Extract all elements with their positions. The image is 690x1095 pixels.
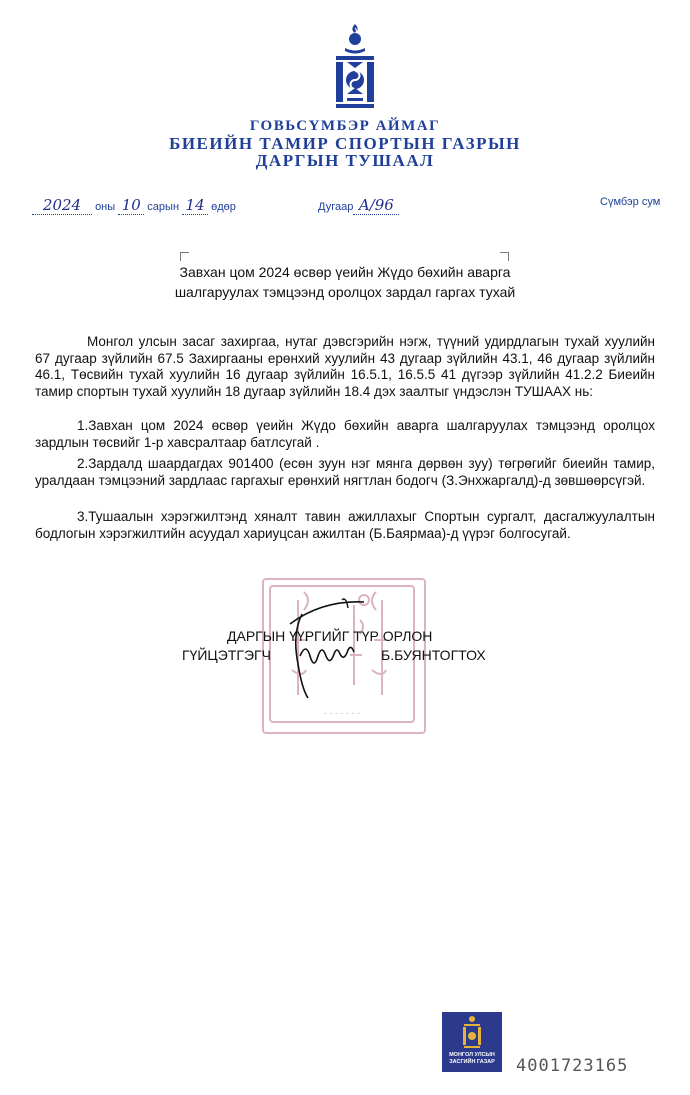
logo-text-line-1: МОНГОЛ УЛСЫН xyxy=(449,1052,495,1058)
title-line-2: шалгаруулах тэмцээнд оролцох зардал гаргах тухай xyxy=(174,284,516,300)
day-suffix: өдөр xyxy=(211,201,236,213)
number-line xyxy=(318,196,399,215)
document-type: ДАРГЫН ТУШААЛ xyxy=(255,151,435,170)
preamble-paragraph: Монгол улсын засаг захиргаа, нутаг дэвсгэрийн нэгж, түүний удирдлагын тухай хуулийн 67 дугаар зүйлийн 67.5 Захиргааны ерөнхий хуулийн 43 дугаар зүйлийн 43.1, 46 дугаар зүйлийн 46.1, Төсвийн тухай хуулийн 16 дугаар зүйлийн 16.5.1, 16.5.5 41 дүгээр зүйлийн 41.2.2 Биеийн тамир спортын тухай хуулийн 18 дугаар зүйлийн 18.4 дэх заалтыг үндэслэн ТУШААХ нь: xyxy=(35,334,655,399)
soyombo-small-icon xyxy=(442,1012,502,1050)
place-name: Сүмбэр сум xyxy=(600,196,661,208)
signer-title-line-1: ДАРГЫН ҮҮРГИЙГ ТҮР ОРЛОН xyxy=(227,628,433,644)
order-item-1: 1.Завхан цом 2024 өсвөр үеийн Жүдо бөхийн аварга шалгаруулах тэмцээнд оролцох зардлын төсвийг 1-р хавсралтаар батлсугай . xyxy=(35,418,655,450)
date-line xyxy=(32,196,236,215)
signature-icon xyxy=(282,594,382,702)
title-corner-left xyxy=(180,252,189,261)
organization-name: БИЕИЙН ТАМИР СПОРТЫН ГАЗРЫН xyxy=(169,134,521,153)
month-suffix: сарын xyxy=(147,201,180,213)
number-label: Дугаар xyxy=(318,201,354,213)
order-title xyxy=(0,262,690,302)
government-logo xyxy=(442,1012,502,1072)
signer-title-line-2: ГҮЙЦЭТГЭГЧ xyxy=(182,647,271,663)
title-line-1: Завхан цом 2024 өсвөр үеийн Жүдо бөхийн аварга xyxy=(179,264,511,280)
aimag-name: ГОВЬСҮМБЭР АЙМАГ xyxy=(249,118,441,134)
document-serial-number: 4001723165 xyxy=(516,1056,629,1076)
svg-text:- - - - - - -: - - - - - - - xyxy=(324,708,360,718)
year-suffix: оны xyxy=(95,201,116,213)
year-handwritten: 2024 xyxy=(32,196,92,215)
soyombo-emblem-icon xyxy=(333,22,377,114)
number-handwritten: A/96 xyxy=(353,196,399,215)
month-handwritten: 10 xyxy=(118,196,144,215)
logo-text-line-2: ЗАСГИЙН ГАЗАР xyxy=(449,1059,495,1065)
order-item-2: 2.Зардалд шаардагдах 901400 (есөн зуун нэг мянга дөрвөн зуу) төгрөгийг биеийн тамир, уралдаан тэмцээний зардлаас гаргахыг ерөнхий нягтлан бодогч (З.Энхжаргалд)-д зөвшөөрсүгэй. xyxy=(35,456,655,488)
order-item-3: 3.Тушаалын хэрэгжилтэнд хяналт тавин ажиллахыг Спортын сургалт, дасгалжуулалтын бодлогын хэрэгжилтийн асуудал хариуцсан ажилтан (Б.Баярмаа)-д үүрэг болгосугай. xyxy=(35,509,655,541)
signer-name: Б.БУЯНТОГТОХ xyxy=(381,647,486,663)
title-corner-right xyxy=(500,252,509,261)
day-handwritten: 14 xyxy=(182,196,208,215)
